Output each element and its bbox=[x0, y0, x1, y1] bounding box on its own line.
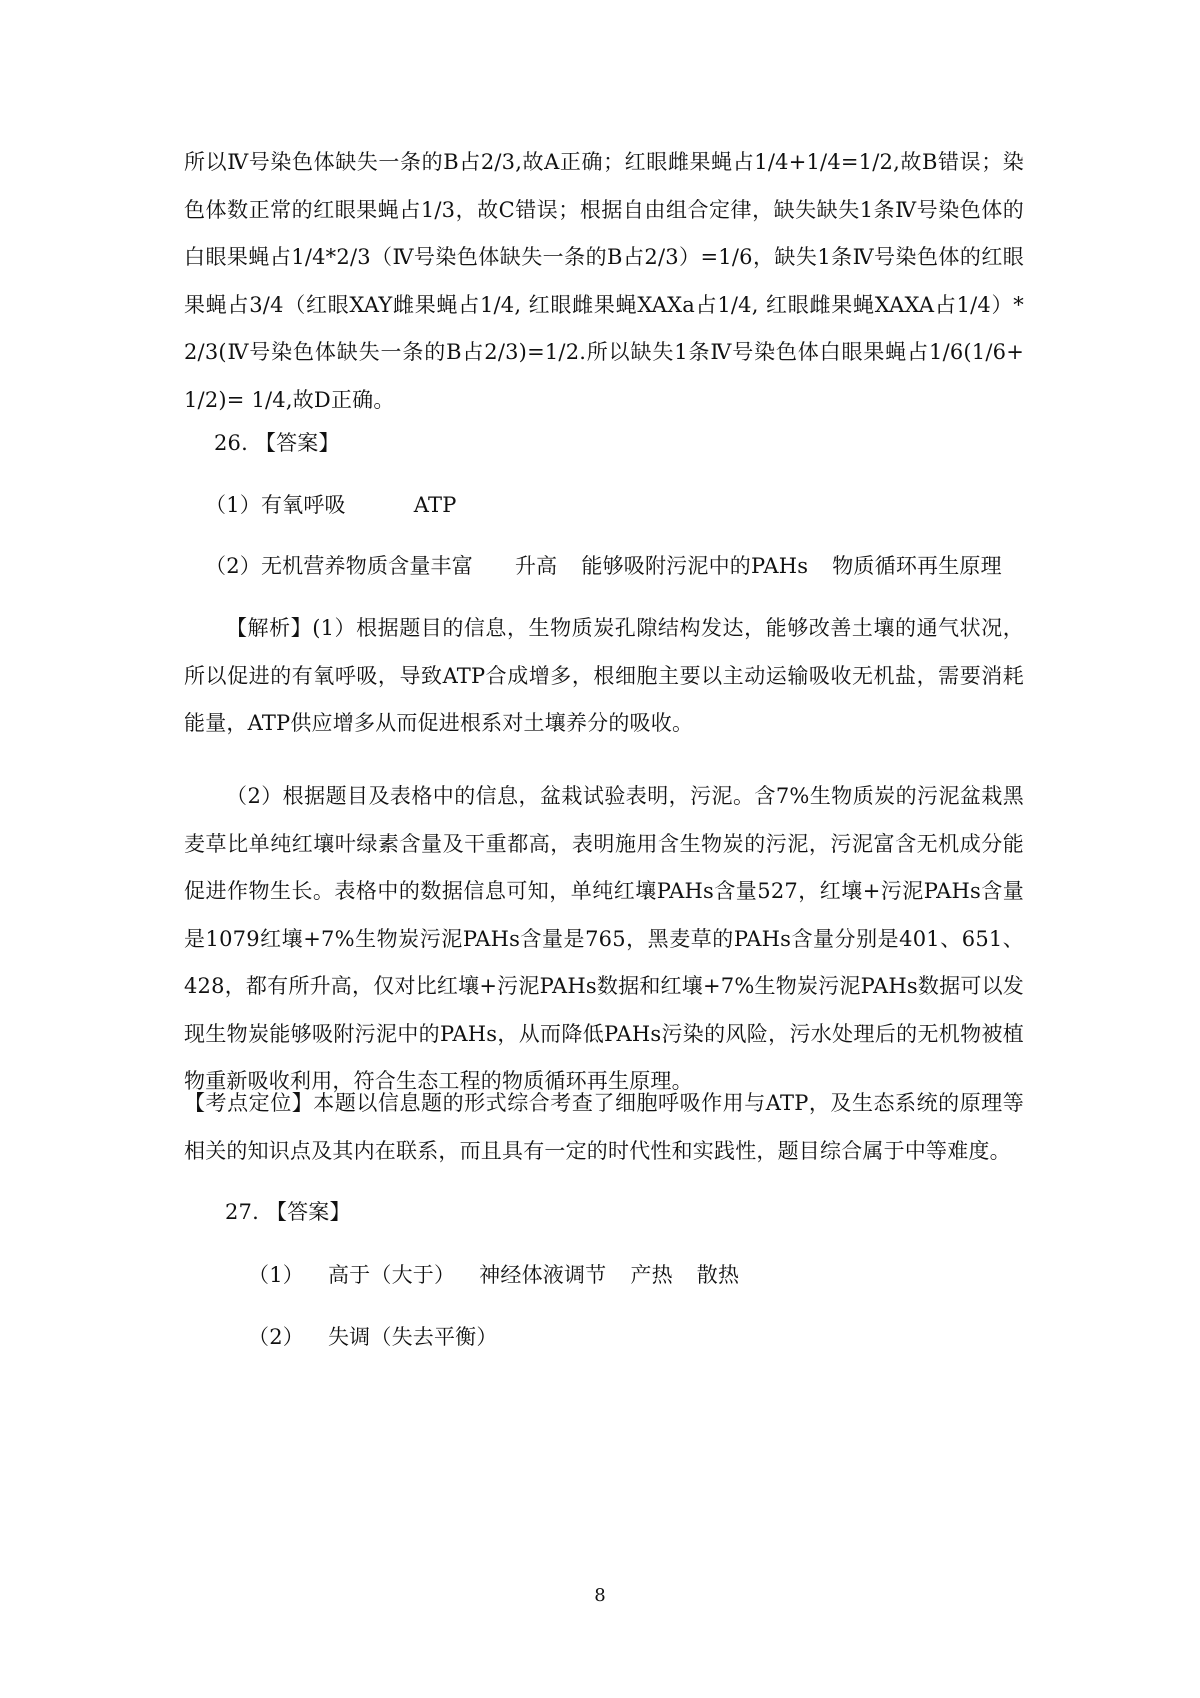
q26-answer-2-value-3: 物质循环再生原理 bbox=[832, 554, 1002, 578]
q25-analysis-paragraph bbox=[184, 139, 1024, 424]
q26-analysis-2-text: （2）根据题目及表格中的信息，盆栽试验表明，污泥。含7%生物质炭的污泥盆栽黑麦草比单纯红壤叶绿素含量及干重都高，表明施用含生物炭的污泥，污泥富含无机成分能促进作物生长。表格中的数据信息可知，单纯红壤PAHs含量527，红壤+污泥PAHs含量是1079红壤+7%生物炭污泥PAHs含量是765，黑麦草的PAHs含量分别是401、651、428，都有所升高，仅对比红壤+污泥PAHs数据和红壤+7%生物炭污泥PAHs数据可以发现生物炭能够吸附污泥中的PAHs，从而降低PAHs污染的风险，污水处理后的无机物被植物重新吸收利用，符合生态工程的物质循环再生原理。 bbox=[184, 784, 1024, 1093]
q26-heading: 26. 【答案】 bbox=[214, 431, 340, 455]
q27-answer-1-value-1: 高于（大于） bbox=[327, 1263, 456, 1287]
q26-analysis-1 bbox=[184, 605, 1024, 748]
q26-answer-1 bbox=[205, 489, 457, 519]
q27-answer-1-num: （1） bbox=[248, 1263, 304, 1287]
q27-answer-1-value-2: 神经体液调节 bbox=[479, 1263, 607, 1287]
q26-analysis-2 bbox=[184, 773, 1024, 1106]
q27-answer-1-value-4: 散热 bbox=[696, 1263, 740, 1287]
q26-analysis-1-text: 【解析】(1）根据题目的信息，生物质炭孔隙结构发达，能够改善土壤的通气状况，所以促进的有氧呼吸，导致ATP合成增多，根细胞主要以主动运输吸收无机盐，需要消耗能量，ATP供应增多从而促进根系对土壤养分的吸收。 bbox=[184, 616, 1024, 735]
q26-kaodian-text: 【考点定位】本题以信息题的形式综合考查了细胞呼吸作用与ATP，及生态系统的原理等相关的知识点及其内在联系，而且具有一定的时代性和实践性，题目综合属于中等难度。 bbox=[184, 1091, 1024, 1163]
page-number: 8 bbox=[594, 1585, 606, 1606]
q26-answer-2-label: （2）无机营养物质含量丰富 bbox=[205, 554, 473, 578]
q26-answer-2-value-2: 能够吸附污泥中的PAHs bbox=[581, 554, 809, 578]
q26-answer-2 bbox=[205, 550, 1002, 580]
q27-answer-2-num: （2） bbox=[248, 1325, 304, 1349]
q27-answer-1 bbox=[248, 1259, 739, 1289]
q27-answer-2 bbox=[248, 1321, 498, 1351]
q26-answer-1-value: ATP bbox=[413, 493, 457, 517]
q26-kaodian bbox=[184, 1080, 1024, 1175]
q27-answer-2-value-1: 失调（失去平衡） bbox=[327, 1325, 498, 1349]
q26-answer-2-value-1: 升高 bbox=[514, 554, 558, 578]
q27-heading: 27. 【答案】 bbox=[225, 1200, 351, 1224]
q25-analysis-text: 所以Ⅳ号染色体缺失一条的B占2/3,故A正确；红眼雌果蝇占1/4+1/4=1/2,故B错误；染色体数正常的红眼果蝇占1/3，故C错误；根据自由组合定律，缺失缺失1条Ⅳ号染色体的白眼果蝇占1/4*2/3（Ⅳ号染色体缺失一条的B占2/3）=1/6，缺失1条Ⅳ号染色体的红眼果蝇占3/4（红眼XAY雌果蝇占1/4, 红眼雌果蝇XAXa占1/4, 红眼雌果蝇XAXA占1/4）*2/3(Ⅳ号染色体缺失一条的B占2/3)=1/2.所以缺失1条Ⅳ号染色体白眼果蝇占1/6(1/6+1/2)= 1/4,故D正确。 bbox=[184, 150, 1024, 412]
q27-answer-1-value-3: 产热 bbox=[630, 1263, 673, 1287]
q26-answer-1-label: （1）有氧呼吸 bbox=[205, 493, 346, 517]
